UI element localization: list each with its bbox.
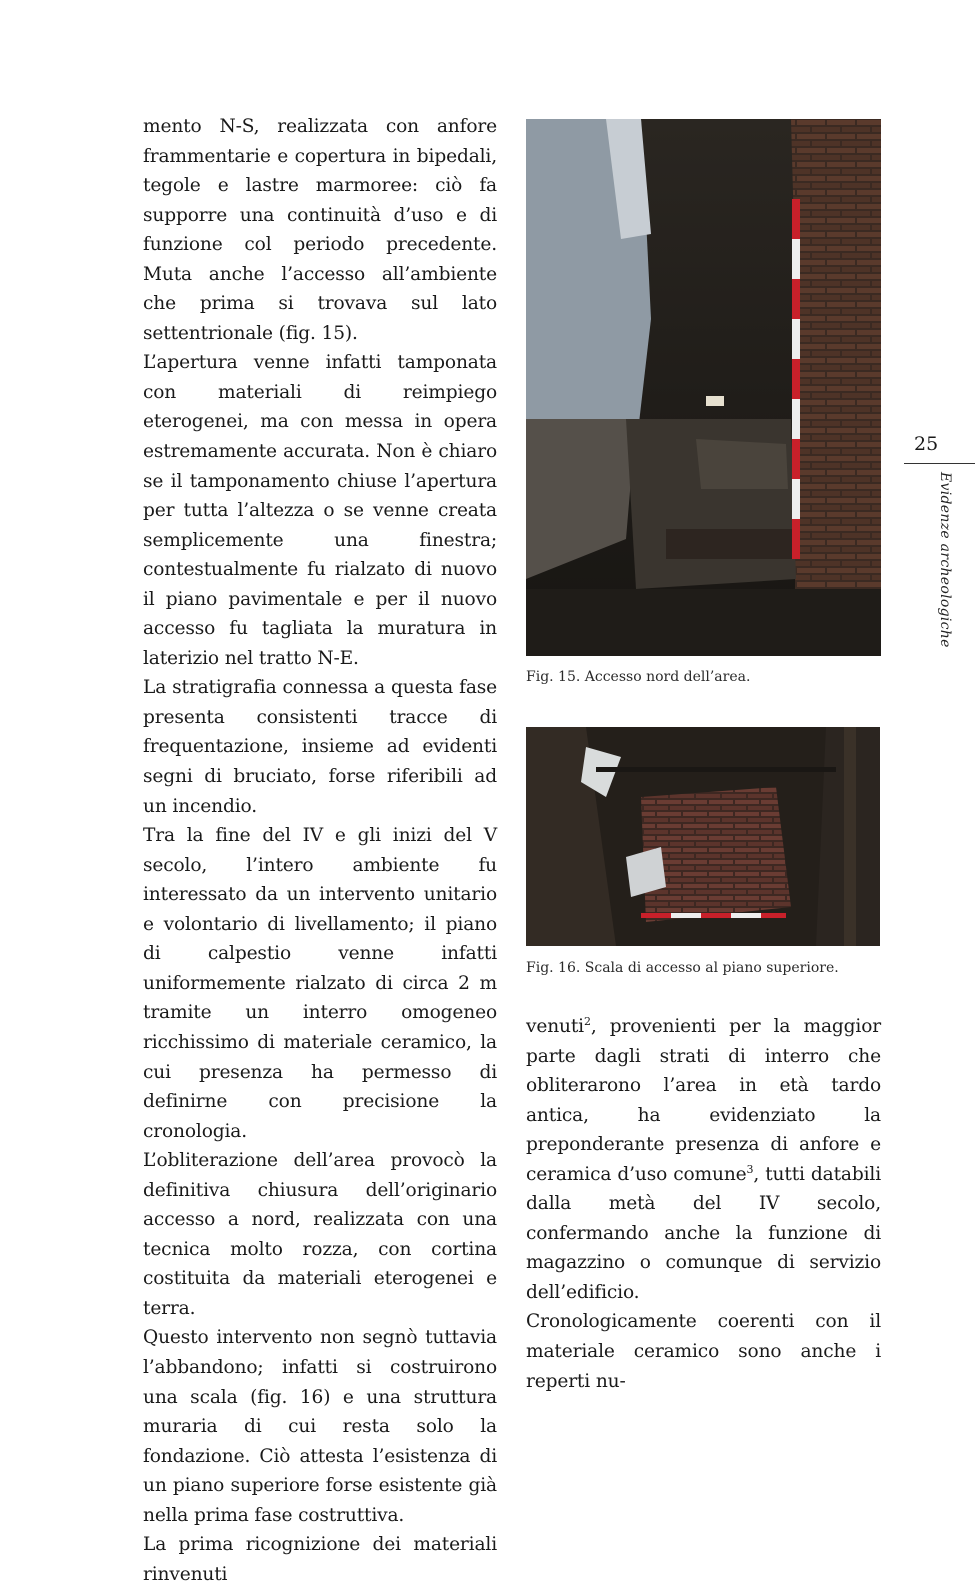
paragraph-2: L’apertura venne infatti tamponata con materiali di reimpiego eterogenei, ma con messa in opera estremamente accurata. Non è chiaro se il tamponamento chiuse l’apertura per tutta l’altezza o se venne creata semplicemente una finestra; contestualmente fu rialzato di nuovo il piano pavimentale e per il nuovo accesso fu tagliata la muratura in laterizio nel tratto N-E. <box>143 352 497 669</box>
paragraph-1: mento N-S, realizzata con anfore frammentarie e copertura in bipedali, tegole e lastre marmoree: ciò fa supporre una continuità d’uso e di funzione col periodo precedente. Muta anche l’accesso all’ambiente che prima si trovava sul lato settentrionale (fig. 15). <box>143 116 497 344</box>
paragraph-4: Tra la fine del IV e gli inizi del V secolo, l’intero ambiente fu interessato da un intervento unitario e volontario di livellamento; il piano di calpestio venne infatti uniformemente rialzato di circa 2 m tramite un interro omogeneo ricchissimo di materiale ceramico, la cui presenza ha permesso di definirne con precisione la cronologia. <box>143 825 497 1142</box>
paragraph-continuation <box>526 1012 881 1307</box>
side-rule <box>904 463 975 464</box>
figure-16-caption: Fig. 16. Scala di accesso al piano superiore. <box>526 960 839 976</box>
paragraph-final: Cronologicamente coerenti con il materiale ceramico sono anche i reperti nu- <box>526 1311 881 1392</box>
photo-staircase <box>526 727 880 946</box>
paragraph-7: La prima ricognizione dei materiali rinvenuti <box>143 1534 497 1585</box>
page-number: 25 <box>914 433 939 455</box>
figure-15-photo <box>526 119 881 656</box>
footnote-ref-3: 3 <box>746 1162 754 1176</box>
paragraph-3: La stratigrafia connessa a questa fase presenta consistenti tracce di frequentazione, insieme ad evidenti segni di bruciato, forse riferibili ad un incendio. <box>143 677 497 817</box>
left-column <box>143 112 497 1589</box>
text-segment: , tutti databili dalla metà del IV secolo, confermando anche la funzione di magazzino o comunque di servizio dell’edificio. <box>526 1163 881 1303</box>
figure-16-photo <box>526 727 880 946</box>
footnote-ref-2: 2 <box>583 1014 591 1028</box>
running-head: Evidenze archeologiche <box>937 472 953 648</box>
text-segment: venuti <box>526 1016 584 1037</box>
figure-15-caption: Fig. 15. Accesso nord dell’area. <box>526 669 751 685</box>
paragraph-6: Questo intervento non segnò tuttavia l’abbandono; infatti si costruirono una scala (fig. 16) e una struttura muraria di cui resta solo la fondazione. Ciò attesta l’esistenza di un piano superiore forse esistente già nella prima fase costruttiva. <box>143 1327 497 1526</box>
paragraph-5: L’obliterazione dell’area provocò la definitiva chiusura dell’originario accesso a nord, realizzata con una tecnica molto rozza, con cortina costituita da materiali eterogenei e terra. <box>143 1150 497 1319</box>
right-column <box>526 1012 881 1396</box>
photo-north-access <box>526 119 881 656</box>
text-segment: , provenienti per la maggior parte dagli strati di interro che obliterarono l’area in età tardo antica, ha evidenziato la preponderante presenza di anfore e ceramica d’uso comune <box>526 1016 881 1185</box>
